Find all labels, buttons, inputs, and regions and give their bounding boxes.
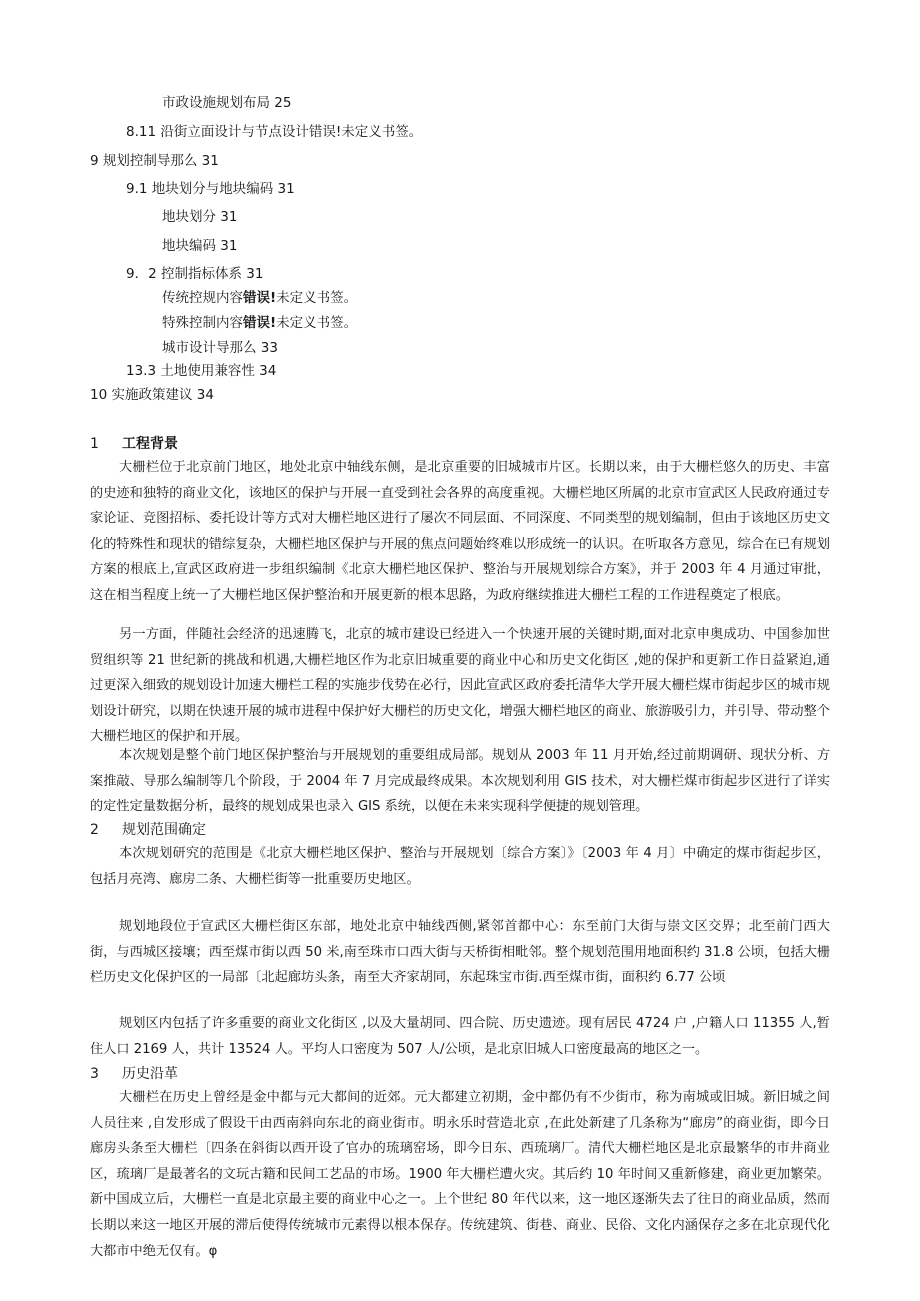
toc-entry[interactable]: 9.1 地块划分与地块编码 31: [126, 181, 295, 197]
toc-entry[interactable]: 特殊控制内容错误!未定义书签。: [162, 315, 358, 331]
paragraph: 本次规划是整个前门地区保护整治与开展规划的重要组成局部。规划从 2003 年 11 月开始,经过前期调研、现状分析、方案推敲、导那么编制等几个阶段，于 2004 年 7 月完成最终成果。本次规划利用 GIS 技术，对大栅栏煤市街起步区进行了详实的定性定量数据分析，最终的规划成果也录入 GIS 系统，以便在未来实现科学便捷的规划管理。: [90, 748, 830, 815]
paragraph: 大栅栏在历史上曾经是金中都与元大都间的近郊。元大都建立初期，金中都仍有不少街市，称为南城或旧城。新旧城之间人员往来 ,自发形成了假设干由西南斜向东北的商业街市。明永乐时营造北京 ,在此处新建了几条称为“廊房”的商业街，即今日廊房头条至大栅栏〔四条在斜街以西开设了官办的琉璃窑场，即今日东、西琉璃厂。清代大栅栏地区是北京最繁华的市井商业区，琉璃厂是最著名的文玩古籍和民间工艺品的市场。1900 年大栅栏遭火灾。其后约 10 年时间又重新修建，商业更加繁荣。新中国成立后，大栅栏一直是北京最主要的商业中心之一。上个世纪 80 年代以来，这一地区逐渐失去了往日的商业品质，然而长期以来这一地区开展的滞后使得传统城市元素得以根本保存。传统建筑、街巷、商业、民俗、文化内涵保存之多在北京现代化大都市中绝无仅有。φ: [90, 1090, 830, 1259]
paragraph: 规划区内包括了许多重要的商业文化街区 ,以及大量胡同、四合院、历史遗迹。现有居民 4724 户 ,户籍人口 11355 人,暂住人口 2169 人，共计 13524 人。平均人口密度为 507 人/公顷，是北京旧城人口密度最高的地区之一。: [90, 1016, 830, 1057]
section-heading: 3 历史沿革: [90, 1066, 178, 1082]
toc-entry[interactable]: 10 实施政策建议 34: [90, 387, 214, 403]
toc-entry[interactable]: 市政设施规划布局 25: [162, 95, 292, 111]
section-heading: 1 工程背景: [90, 436, 178, 452]
paragraph: 另一方面，伴随社会经济的迅速腾飞，北京的城市建设已经进入一个快速开展的关键时期,面对北京申奥成功、中国参加世贸组织等 21 世纪新的挑战和机遇,大栅栏地区作为北京旧城重要的商业中心和历史文化街区 ,她的保护和更新工作日益紧迫,通过更深入细致的规划设计加速大栅栏工程的实施步伐势在必行，因此宣武区政府委托清华大学开展大栅栏煤市街起步区的城市规划设计研究，以期在快速开展的城市进程中保护好大栅栏的历史文化，增强大栅栏地区的商业、旅游吸引力，并引导、带动整个大栅栏地区的保护和开展。: [90, 627, 830, 745]
section-heading: 2 规划范围确定: [90, 822, 206, 838]
toc-entry[interactable]: 9 规划控制导那么 31: [90, 153, 219, 169]
paragraph: 大栅栏位于北京前门地区，地处北京中轴线东侧，是北京重要的旧城城市片区。长期以来，由于大栅栏悠久的历史、丰富的史迹和独特的商业文化，该地区的保护与开展一直受到社会各界的高度重视。大栅栏地区所属的北京市宣武区人民政府通过专家论证、竞图招标、委托设计等方式对大栅栏地区进行了屡次不同层面、不同深度、不同类型的规划编制，但由于该地区历史文化的特殊性和现状的错综复杂，大栅栏地区保护与开展的焦点问题始终难以形成统一的认识。在听取各方意见，综合在已有规划方案的根底上,宣武区政府进一步组织编制《北京大栅栏地区保护、整治与开展规划综合方案》，并于 2003 年 4 月通过审批，这在相当程度上统一了大栅栏地区保护整治和开展更新的根本思路，为政府继续推进大栅栏工程的工作进程奠定了根底。: [90, 460, 830, 603]
toc-entry[interactable]: 传统控规内容错误!未定义书签。: [162, 290, 358, 306]
toc-entry[interactable]: 8.11 沿街立面设计与节点设计错误!未定义书签。: [126, 124, 423, 140]
toc-entry[interactable]: 13.3 土地使用兼容性 34: [126, 363, 277, 379]
paragraph: 本次规划研究的范围是《北京大栅栏地区保护、整治与开展规划〔综合方案〕》〔2003 年 4 月〕中确定的煤市街起步区，包括月亮湾、廊房二条、大栅栏街等一批重要历史地区。: [90, 846, 830, 887]
toc-entry[interactable]: 地块编码 31: [162, 238, 238, 254]
toc-entry[interactable]: 城市设计导那么 33: [162, 340, 278, 356]
paragraph: 规划地段位于宣武区大栅栏街区东部，地处北京中轴线西侧,紧邻首都中心：东至前门大街与崇文区交界；北至前门西大街，与西城区接壤；西至煤市街以西 50 米,南至珠市口西大街与天桥街相毗邻。整个规划范围用地面积约 31.8 公顷，包括大栅栏历史文化保护区的一局部〔北起廊坊头条，南至大齐家胡同，东起珠宝市街.西至煤市街，面积约 6.77 公顷: [90, 919, 830, 986]
toc-entry[interactable]: 9．2 控制指标体系 31: [126, 266, 264, 282]
toc-entry[interactable]: 地块划分 31: [162, 209, 238, 225]
